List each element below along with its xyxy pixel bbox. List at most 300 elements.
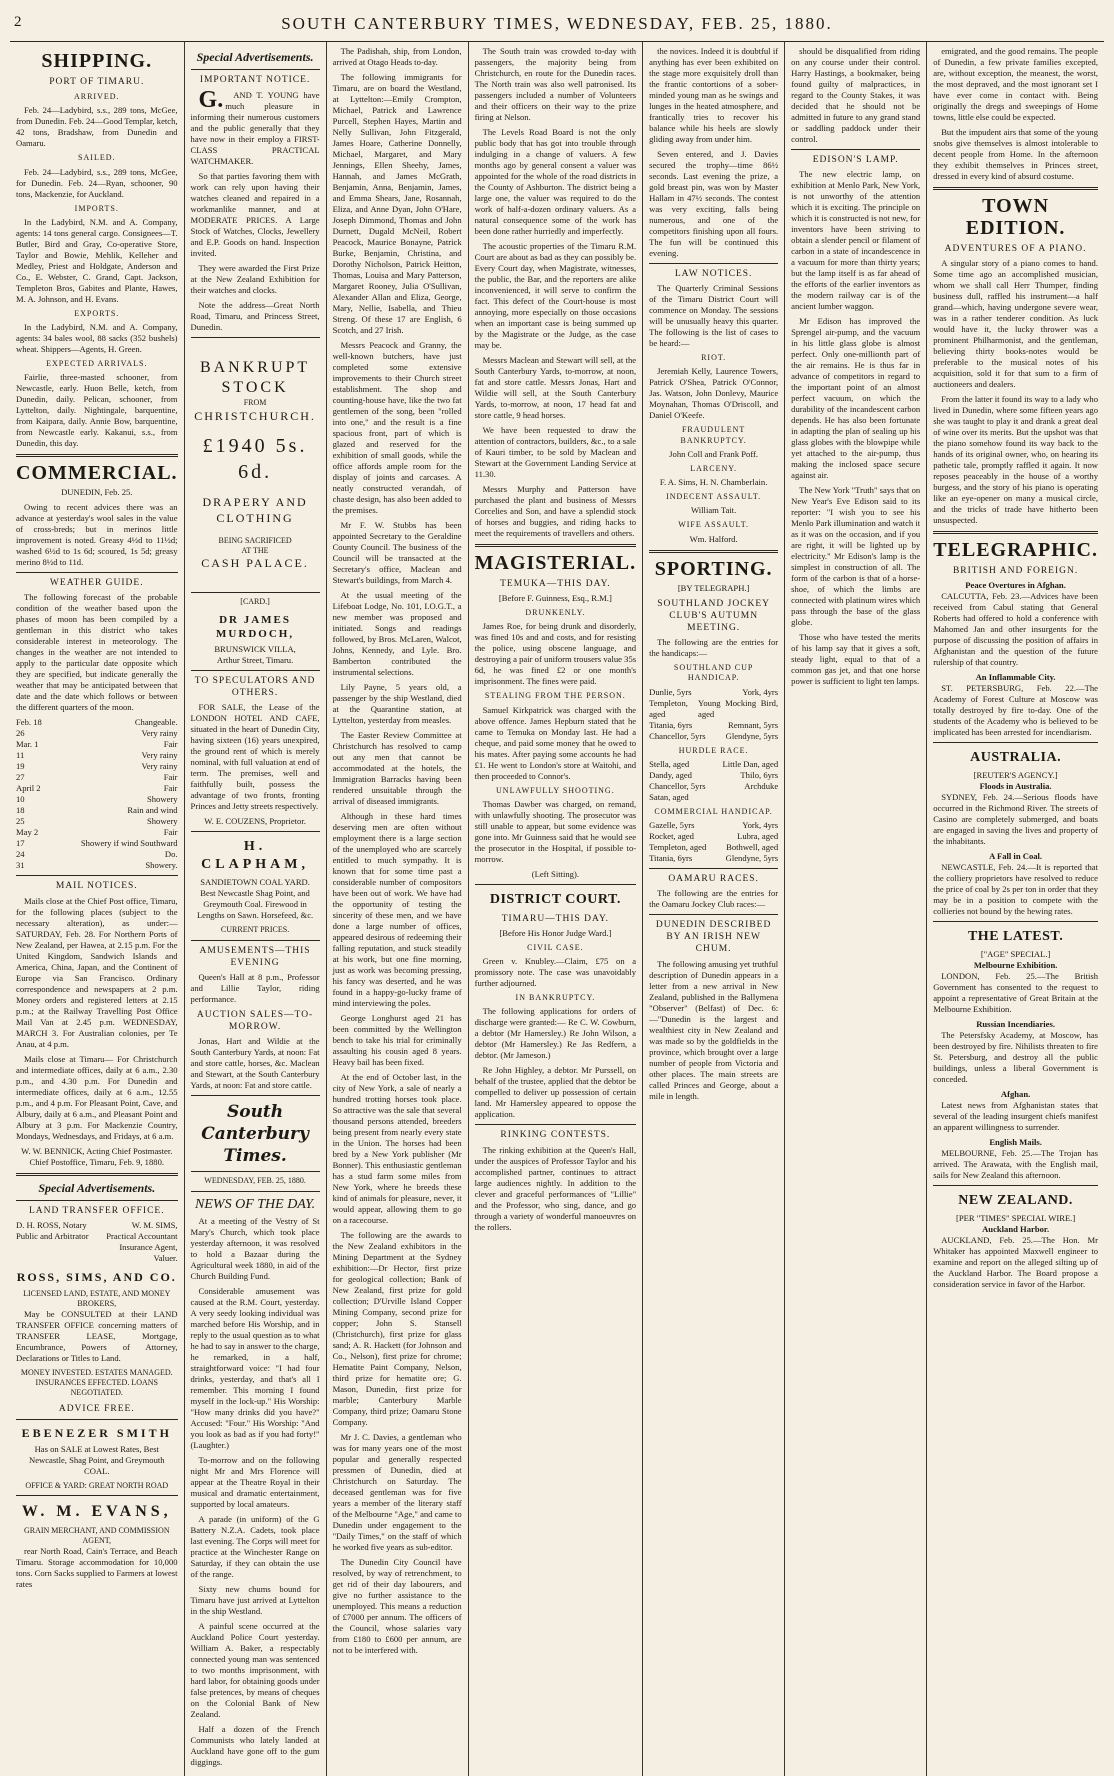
weather-row-right: Changeable. <box>134 717 178 728</box>
col3-p11: The following are the awards to the New Zealand exhibitors in the Mining Department at the Sydney exhibition:—Dr Hector, first prize for geological collection; Bank of New Zealand, first prize for gold collection; D'Urville Island Copper Mining Company, second prize for copper; John S. Stansell (Christchurch), first prize for glass sand; A. R. Hackett (for Johnson and Co., Nelson), first prize for chrome; Hematite Paint Company, Nelson, third prize for hematite ore; G. Mason, Dunedin, first prize for marble; Canterbury Marble Company, third prize; Oamaru Stone Company. <box>332 1230 462 1427</box>
hurdle-entry-row-left: Satan, aged <box>649 791 689 802</box>
col3-p5: At the usual meeting of the Lifeboat Lodge, No. 101, I.O.G.T., a new member was proposed and initiated. Songs and readings followed, by Bros. McLaren, Walcot, Johns, Kennedy, and Lyle. Bro. Bamberton contributed the instrumental selections. <box>332 590 462 677</box>
oamaru-heading: OAMARU RACES. <box>668 873 759 884</box>
divider <box>16 875 178 876</box>
news-3: To-morrow and on the following night Mr and Mrs Florence will appear at the Theatre Royal in their musical and dramatic entertainment, supported by local amateurs. <box>190 1454 320 1509</box>
afghan-heading: Afghan. <box>1000 1089 1031 1100</box>
weather-row-right: Fair <box>163 783 178 794</box>
civil-heading: CIVIL CASE. <box>527 942 584 952</box>
divider <box>933 1185 1098 1186</box>
town-edition-heading: TOWN EDITION. <box>965 195 1066 239</box>
left-sitting: (Left Sitting). <box>531 868 579 879</box>
commercial-date: DUNEDIN, Feb. 25. <box>61 487 133 498</box>
weather-row-right: Showery. <box>145 860 178 871</box>
cup-entry-row <box>649 687 778 698</box>
murdoch-name: DR JAMES MURDOCH, <box>216 614 295 641</box>
edison-3: The New York "Truth" says that on New Year's Eve Edison said to its reporter: "I wish you to see his Menlo Park illumination and watch it as it was on the occasion, and if you are right, it will be lighted up by electricity." Mr Edison's lamp is the simplest in construction of all. The form of the carbon is that of a horse-shoe, of which the limbs are connected with platinum wires which pass through the base of the glass globe. <box>791 485 921 628</box>
mag-7: The rinking exhibition at the Queen's Hall, under the auspices of Professor Taylor and his accomplished partner, continues to attract large audiences nightly. In addition to the clever and graceful performances of "Lillie" and the Professor, who sing, dance, and go through a variety of wonderful manoeuvres on the rollers. <box>474 1144 637 1232</box>
divider <box>933 921 1098 922</box>
ross-name: ROSS, SIMS, AND CO. <box>16 1270 177 1285</box>
weather-row-left: 11 <box>16 750 25 761</box>
telegraphic-heading: TELEGRAPHIC. <box>933 539 1098 562</box>
postmaster: W. W. BENNICK, Acting Chief Postmaster. Chief Postoffice, Timaru, Feb. 9, 1880. <box>21 1145 173 1167</box>
weather-row-right: Do. <box>164 849 178 860</box>
weather-row <box>16 761 178 772</box>
spacer <box>191 572 320 582</box>
temuka-heading: TEMUKA—THIS DAY. <box>500 579 611 589</box>
news-7: Half a dozen of the French Communists who lately landed at Auckland have gone off to the gum diggings. <box>190 1723 320 1767</box>
commercial-text: Owing to recent advices there was an advance at yesterday's wool sales in the value of cross-breds; but in merinos little improvement is noted. Greasy 4½d to 11½d; washed 6½d to 1s 6d; scoured, 1s 5d; greasy merino 8½d to 11d. <box>16 502 178 568</box>
cup-entry-row-left: Templeton, aged <box>649 697 688 719</box>
cup-entry-row-left: Titania, 6yrs <box>649 719 693 730</box>
dunedin-text: The following amusing yet truthful description of Dunedin appears in a letter from a new arrival in New Zealand, published in the Ballymena "Observer" (Belfast) of Dec. 6:—"Dunedin is the largest and wealthiest city in New Zealand and was made so by the goldfields in the province, which brought over a large number of people from Victoria and other places. The main streets are called Princes and George, about a mile in length. <box>649 958 779 1101</box>
fall-text: NEWCASTLE, Feb. 24.—It is reported that the colliery proprietors have resolved to reduce the price of coal by 2s per ton in order that they may be in a position to compete with the collieries not bound by the hewing rates. <box>933 862 1098 917</box>
peace-text: CALCUTTA, Feb. 23.—Advices have been received from Cabul stating that General Roberts had offered to hold a conference with Mahomed Jan and other insurgents for the purpose of discussing the position of affairs in Afghanistan and the question of the future rulership of that country. <box>933 591 1098 668</box>
speculators-sign: W. E. COUZENS, Proprietor. <box>204 816 306 827</box>
col7-p1: emigrated, and the good remains. The people of Dunedin, a few private families excepted, are, without exception, the meanest, the worst, the most depraved, and the most ignorant set I have ever come in contact with. Being originally the dregs and sweepings of Home towns, little else could be expected. <box>933 46 1098 122</box>
rinking-heading: RINKING CONTESTS. <box>500 1130 611 1141</box>
divider <box>16 572 178 573</box>
cup-entry-row <box>649 720 778 731</box>
divider <box>933 531 1098 534</box>
auck-heading: Auckland Harbor. <box>982 1224 1050 1235</box>
inflammable-text: ST. PETERSBURG, Feb. 22.—The Academy of Forest Culture at Moscow was totally destroyed by fire to-day. One of the students of the Academy who is believed to be implicated has been arrested for incendiarism. <box>933 683 1098 738</box>
weather-row-right: Very rainy <box>141 761 178 772</box>
divider <box>933 742 1098 743</box>
nz-heading: NEW ZEALAND. <box>958 1193 1073 1209</box>
divider <box>475 544 636 547</box>
ross-sub: LICENSED LAND, ESTATE, AND MONEY BROKERS, <box>23 1288 171 1308</box>
timaru-heading: TIMARU—THIS DAY. <box>501 913 610 924</box>
commercial-entry-row-right: York, 4yrs <box>742 819 779 830</box>
piano-heading: ADVENTURES OF A PIANO. <box>944 244 1087 254</box>
weather-row <box>16 838 178 849</box>
wife-names: Wm. Halford. <box>689 533 738 544</box>
murdoch-villa: BRUNSWICK VILLA, <box>214 644 296 655</box>
weather-row-left: 26 <box>16 728 25 739</box>
col3-p7: The Easter Review Committee at Christchurch has resolved to camp out any men that cannot be accommodated at the hotels, the Immigration Barracks having been rendered unsuitable through the arrival of diseased immigrants. <box>332 730 462 806</box>
col5-p2: Seven entered, and J. Davies secured the trophy—time 86½ seconds. Last evening the prize, a gold breast pin, was won by Master Hallam in 47½ seconds. The contest was very exciting, falls being numerous, and one of the competitors finishing upon all fours. The fun will be continued this evening. <box>649 149 779 258</box>
current-prices: CURRENT PRICES. <box>220 925 290 935</box>
commercial-entry-row-left: Titania, 6yrs <box>649 852 693 863</box>
weather-row-right: Fair <box>163 739 178 750</box>
russian-heading: Russian Incendiaries. <box>976 1019 1055 1030</box>
commercial-entries <box>649 820 778 864</box>
bankruptcy-heading: IN BANKRUPTCY. <box>515 993 596 1003</box>
news-2: Considerable amusement was caused at the R.M. Court, yesterday. A very seedy looking individual was marched before His Worship, and in reply to the usual question as to what he had to say in answer to the charge, he remarked, in a half, straightforward voice: "I had four drinks, yesterday, and that's all I remember. This morning I found myself in the lock-up." His Worship: "How many drinks did you have?" Accused: "Four." His Worship: "And you look as bad as if you had forty!" (Laughter.) <box>190 1285 320 1450</box>
advice-free: ADVICE FREE. <box>58 1403 135 1414</box>
weather-row <box>16 827 178 838</box>
law-heading: LAW NOTICES. <box>674 269 753 279</box>
hurdle-entry-row-left: Stella, aged <box>649 758 690 769</box>
mail-heading: MAIL NOTICES. <box>55 881 138 892</box>
inflammable-heading: An Inflammable City. <box>975 672 1056 683</box>
bankrupt-title: BANKRUPT STOCK <box>199 358 311 396</box>
melb-text: LONDON, Feb. 25.—The British Government has consented to the request to appoint a representative of Great Britain at the Melbourne Exhibition. <box>933 971 1098 1015</box>
floods-heading: Floods in Australia. <box>979 781 1052 792</box>
weather-heading: WEATHER GUIDE. <box>49 578 144 589</box>
weather-row-right: Showery <box>146 794 178 805</box>
page-number: 2 <box>14 14 24 30</box>
commercial-entry-row-left: Gazelle, 5yrs <box>649 819 695 830</box>
expected-label: EXPECTED ARRIVALS. <box>46 359 148 369</box>
masthead-title: SOUTH CANTERBURY TIMES, WEDNESDAY, FEB. 25, 1880. <box>281 14 833 33</box>
hurdle-entry-row-left: Dandy, aged <box>649 769 692 780</box>
weather-row-left: Feb. 18 <box>16 717 42 728</box>
ross-money: MONEY INVESTED. ESTATES MANAGED. INSURANCES EFFECTED. LOANS NEGOTIATED. <box>20 1367 173 1398</box>
news-heading: NEWS OF THE DAY. <box>195 1196 316 1212</box>
hurdle-entry-row <box>649 781 778 792</box>
melb-heading: Melbourne Exhibition. <box>973 960 1058 971</box>
sailed-text: Feb. 24—Ladybird, s.s., 289 tons, McGee, for Dunedin. Feb. 24—Ryan, schooner, 90 tons, Mackenzie, for Auckland. <box>16 166 178 199</box>
young-address: Note the address—Great North Road, Timaru, and Princess Street, Dunedin. <box>190 299 320 332</box>
latest-heading: THE LATEST. <box>967 929 1064 945</box>
column-2 <box>185 42 327 1776</box>
col4-p3: The acoustic properties of the Timaru R.M. Court are about as bad as they can possibly be. Every Court day, when Magistrate, witnesses, the public, the Bar, and the reporters are alike inconvenienced, it will serve to confirm the fact. This defect of the Court-house is most annoying, more especially on those occasions when an important case is being summed up by the Magistrate or the Judge, as the case may be. <box>474 241 637 350</box>
ross-text: May be CONSULTED at their LAND TRANSFER OFFICE concerning matters of TRANSFER LEASE, Mortgage, Encumbrance, Powers of Attorney, Declarations or Titles to Land. <box>16 1308 178 1363</box>
weather-row-right: Fair <box>163 772 178 783</box>
weather-row <box>16 717 178 728</box>
indecent-names: William Tait. <box>691 505 737 516</box>
spacer <box>191 348 320 358</box>
unlawful-heading: UNLAWFULLY SHOOTING. <box>496 785 615 795</box>
col5-p1: the novices. Indeed it is doubtful if anything has ever been exhibited on the stage more exquisitely droll than the frantic contortions of a sober-minded young man as he swings and lunges in the heated atmosphere, and frantically tries to recover his balance while his heels are slowly gliding away from under him. <box>649 46 779 144</box>
weather-row <box>16 816 178 827</box>
clapham-yard: SANDIETOWN COAL YARD. <box>200 877 310 888</box>
col3-p4: Mr F. W. Stubbs has been appointed Secretary to the Geraldine County Council. The business of the Council will be transacted at the Secretary's office, Maclean and Stewart's buildings, from March 4. <box>332 520 462 585</box>
weather-row-left: 25 <box>16 816 25 827</box>
district-heading: DISTRICT COURT. <box>489 891 621 907</box>
land-office: LAND TRANSFER OFFICE. <box>28 1206 165 1216</box>
column-6 <box>785 42 927 1776</box>
weather-row-right: Very rainy <box>141 728 178 739</box>
smith-address: OFFICE & YARD: GREAT NORTH ROAD <box>25 1481 169 1491</box>
commercial-entry-row <box>649 831 778 842</box>
hurdle-entries <box>649 759 778 803</box>
column-7 <box>927 42 1104 1776</box>
divider <box>791 149 920 150</box>
columns <box>10 42 1104 1767</box>
weather-row-right: Showery <box>146 816 178 827</box>
column-5 <box>643 42 785 1776</box>
dropcap-g: G. <box>198 86 224 113</box>
weather-row-right: Rain and wind <box>127 805 178 816</box>
col4-p5: We have been requested to draw the attention of contractors, builders, &c., to a sale of Kauri timber, to be sold by Maclean and Stewart at the Government Landing Service at 11.30. <box>474 425 637 479</box>
spacer <box>191 485 320 495</box>
col3-p6: Lily Payne, 5 years old, a passenger by the ship Westland, died at the Quarantine station, at Lyttelton, yesterday from measles. <box>332 682 462 725</box>
weather-row-left: Mar. 1 <box>16 739 39 750</box>
imports-label: IMPORTS. <box>74 203 119 213</box>
col4-p4: Messrs Maclean and Stewart will sell, at the South Canterbury Yards, to-morrow, at noon, fat and store cattle. Messrs Jonas, Hart and Wildie will sell, at the South Canterbury Yards, to-morrow, at noon, 17 head fat and store cattle, 9 head horses. <box>474 355 637 420</box>
by-telegraph: [BY TELEGRAPH.] <box>677 582 750 593</box>
col6-p1: should be disqualified from riding on any course under their control. Harry Hastings, a bookmaker, being found guilty of malpractices, in regard to the County Stakes, it was decided that he should not be admitted in future to any grand stand or saddling paddock under their control. <box>791 46 921 144</box>
cup-entry-row <box>649 698 778 720</box>
column-1 <box>10 42 185 1776</box>
mail-text: Mails close at the Chief Post office, Timaru, for the following places (subject to the necessary alteration), as under:— SATURDAY, Feb. 28. For Northern Ports of New Zealand, per Hawea, at 2.15 p.m. For the United Kingdom, Sandwich Islands and America, China, Japan, and the Continent of Europe via San Francisco. Ordinary correspondence and newspapers at 2 p.m. Money orders and registered letters at 2.15 p.m.; at the Railway Travelling Post Office Mail Van at 2.45 p.m. WEDNESDAY, MARCH 3. For Australian colonies, per Te Anau, at 4 p.m. <box>16 895 178 1049</box>
bankrupt-at: AT THE <box>241 546 269 556</box>
weather-row-left: 24 <box>16 849 25 860</box>
evans-name: W. M. EVANS, <box>21 1503 172 1521</box>
col4-p2: The Levels Road Board is not the only public body that has got into trouble through indulging in a change of valuers. A few months ago by general consent a valuer was appointed for the whole of the road districts in the County of Ashburton. The district being a large one, the valuer was required to do the work of half-a-dozen ordinary valuers. As a natural consequence some of the work has been done rather hurriedly and imperfectly. <box>474 127 637 236</box>
commercial-entry-row-right: Lubra, aged <box>737 830 779 841</box>
divider <box>191 670 320 671</box>
divider <box>16 454 178 457</box>
divider <box>649 868 778 869</box>
amusements-heading: AMUSEMENTS—THIS EVENING <box>199 945 311 968</box>
shipping-heading: SHIPPING. <box>41 50 153 72</box>
weather-row-left: 19 <box>16 761 25 772</box>
russian-text: The Petersfsky Academy, at Moscow, has been destroyed by fire. Nihilists threaten to fire St. Petersburg, and destroy all the public buildings, unless a liberal Government is conceded. <box>933 1030 1098 1085</box>
weather-row-left: 27 <box>16 772 25 783</box>
important-notice: IMPORTANT NOTICE. <box>199 75 311 86</box>
wife-heading: WIFE ASSAULT. <box>678 520 750 530</box>
fraud-names: John Coll and Frank Poff. <box>669 448 759 459</box>
news-6: A painful scene occurred at the Auckland Police Court yesterday. William A. Baker, a respectably connected young man was sentenced to two months imprisonment, with hard labor, for obtaining goods under false pretences, by means of cheques on the Colonial Bank of New Zealand. <box>190 1620 320 1719</box>
weather-row <box>16 772 178 783</box>
magisterial-heading: MAGISTERIAL. <box>474 552 637 574</box>
cup-entry-row-right: Remnant, 5yrs <box>728 719 779 730</box>
hurdle-entry-row-left: Chancellor, 5yrs <box>649 780 706 791</box>
drunk-heading: DRUNKENLY. <box>525 608 586 618</box>
edison-1: The new electric lamp, on exhibition at Menlo Park, New York, is not unworthy of the attention which it is exciting. The principle on which it is constructed is not new, for inventors have been striving to obtain a slender pencil or filament of carbon in a state of incandescence in a vacuum for more than thirty years; but the lamp itself is as far ahead of the efforts of the earlier inventors as the modern railway car is of the ancient lumber waggon. <box>791 169 921 312</box>
bankrupt-amount: £1940 5s. 6d. <box>202 435 308 483</box>
column-3 <box>327 42 469 1776</box>
peace-heading: Peace Overtures in Afghan. <box>965 580 1066 591</box>
spacer <box>191 424 320 434</box>
smith-name: EBENEZER SMITH <box>21 1425 172 1440</box>
hurdle-heading: HURDLE RACE. <box>678 745 749 755</box>
dunedin-heading: DUNEDIN DESCRIBED BY AN IRISH NEW CHUM. <box>655 920 772 955</box>
exports-text: In the Ladybird, N.M. and A. Company, agents: 34 bales wool, 88 sacks (352 bushels) wheat. Shippers—Agents, H. Green. <box>16 322 178 355</box>
arrived-label: ARRIVED. <box>73 92 120 102</box>
news-5: Sixty new chums bound for Timaru have just arrived at Lyttelton in the ship Westland. <box>190 1583 320 1616</box>
young-text-2: So that parties favoring them with work can rely upon having their watches cleaned and repaired in a workmanlike manner, and at MODERATE PRICES. A Large Stock of Watches, Clocks, Jewellery and E.P. Goods on hand. Inspection invited. <box>190 170 320 258</box>
weather-row-left: 17 <box>16 838 25 849</box>
speculators-text: FOR SALE, the Lease of the LONDON HOTEL AND CAFE, situated in the heart of Dunedin City, having sixteen (16) years unexpired, the ground rent of which is merely nominal, with full valuation at end of term. The premises, well and faithfully built, possess the advantage of two fronts, fronting Princes and Jetty streets respectively. <box>190 702 320 812</box>
mail-text-2: Mails close at Timaru— For Christchurch and intermediate offices, daily at 6 a.m., 2.30 p.m., and 4.30 p.m. For Dunedin and intermediate offices, daily at 6 a.m., 12.55 p.m., and 4 p.m. For Pleasant Point, Cave, and Albury, daily at 6 a.m., and Pleasant Point and Albury at 3 p.m. For Mackenzie Country, Mondays, Wednesdays, and Fridays, at 6 a.m. <box>16 1053 178 1141</box>
divider <box>191 1095 320 1096</box>
clapham-text: Best Newcastle Shag Point, and Greymouth Coal. Firewood in Lengths on Sawn. Horsefeed, &c. <box>196 888 314 921</box>
hurdle-entry-row <box>649 759 778 770</box>
divider <box>191 1191 320 1192</box>
edison-heading: EDISON'S LAMP. <box>812 155 899 165</box>
mag-6: Re John Highley, a debtor. Mr Purssell, on behalf of the trustee, applied that the debtor be compelled to deliver up possession of certain land. Mr Hamersley appeared to oppose the application. <box>474 1065 637 1120</box>
col3-p3: Messrs Peacock and Granny, the well-known butchers, have just completed some extensive improvements to their Church street establishment. The shop and counting-house have, like the two fat gentlemen of the song, been "rolled into one," and the result is a fine spacious front, part of which is glazed and reserved for the exhibition of small goods, while the office affords ample room for the display of joints and carcases. A neatly constructed verandah, of chaste design, has also been added to the premises. <box>332 340 462 515</box>
fall-heading: A Fall in Coal. <box>989 851 1043 862</box>
hurdle-entry-row-right: Little Dan, aged <box>722 758 779 769</box>
divider <box>649 550 778 553</box>
sporting-heading: SPORTING. <box>654 557 773 580</box>
divider <box>16 1200 178 1201</box>
young-text <box>190 86 320 167</box>
weather-row <box>16 849 178 860</box>
divider <box>475 884 636 885</box>
hurdle-entry-row <box>649 792 778 803</box>
cup-entry-row-right: York, 4yrs <box>742 686 779 697</box>
cup-entry-row-left: Chancellor, 5yrs <box>649 730 706 741</box>
col4-p6: Messrs Murphy and Patterson have purchased the plant and business of Messrs Corcelies and Son, and have a splendid stock of horses and buggies, and riding hacks to meet the requirements of travellers and others. <box>474 484 637 538</box>
col3-p9: George Longhurst aged 21 has been committed by the Wellington bench to take his trial for criminally assaulting his cousin aged 8 years. Heavy bail has been fixed. <box>332 1013 462 1067</box>
before-line: [Before F. Guinness, Esq., R.M.] <box>498 593 612 604</box>
col3-p12: Mr J. C. Davies, a gentleman who was for many years one of the most popular and generally respected pressmen of Dunedin, died at Christchurch on Saturday. The deceased gentleman was for five years a member of the literary staff of the Melbourne "Age," and came to Dunedin under engagement to the "Daily Times," on the staff of which he worked five years as sub-editor. <box>332 1432 462 1552</box>
smith-text: Has on SALE at Lowest Rates, Best Newcastle, Shag Point, and Greymouth COAL. <box>28 1444 165 1477</box>
special-ads-heading-2: Special Advertisements. <box>196 50 314 64</box>
divider <box>649 914 778 915</box>
weather-text: The following forecast of the probable condition of the weather based upon the phases of moon has been compiled by a gentleman in this district who takes considerable interest in meteorology. The changes in the weather are not intended to apply to the particular date opposite which they are specified, but indicate generally the weather that may be anticipated between that date and the date which follows or between the different quarters of the moon. <box>16 592 178 713</box>
age-special: ["AGE" SPECIAL.] <box>980 949 1051 960</box>
arrived-text: Feb. 24—Ladybird, s.s., 289 tons, McGee, from Dunedin. Feb. 24—Good Templar, ketch, 42 tons, Bradshaw, from Dunedin and Oamaru. <box>16 105 178 149</box>
hurdle-entry-row-right: Archduke <box>744 780 779 791</box>
spacer <box>191 526 320 536</box>
commercial-entry-row-right: Glendyne, 5yrs <box>725 852 779 863</box>
divider <box>16 1419 178 1420</box>
edison-2: Mr Edison has improved the Sprengel air-pump, and the vacuum in his little glass globe is almost perfect. Only one-millionth part of the air remains. He is thus far in advance of competitors in regard to the important point of an almost perfect vacuum, on which the durability of the incandescent carbon depends. He has also been fortunate in adapting the plan of sealing up his glass globes with the blowpipe while yet attached to the air-pump, thus making the inclosed space secure against air. <box>791 316 921 481</box>
ross-left: D. H. ROSS, Notary Public and Arbitrator <box>16 1220 89 1242</box>
port-heading: PORT OF TIMARU. <box>49 77 145 87</box>
paper-title: South Canterbury Times. <box>201 1102 309 1166</box>
riot-names: Jeremiah Kelly, Laurence Towers, Patrick O'Shea, Patrick O'Connor, Jas. Watson, John Donlevy, Maurice Moynahan, Thomas O'Driscoll, and Daniel O'Keefe. <box>649 366 779 421</box>
murdoch-street: Arthur Street, Timaru. <box>216 655 294 666</box>
weather-row <box>16 794 178 805</box>
special-ads-heading: Special Advertisements. <box>38 1180 156 1195</box>
weather-row-right: Showery if wind Southward <box>80 838 178 849</box>
afghan-text: Latest news from Afghanistan states that several of the leading insurgent chiefs manifest an apparent willingness to surrender. <box>933 1100 1098 1133</box>
col3-p8: Although in these hard times deserving men are often without employment there is a large section of the unemployed who are scarcely entitled to much sympathy. It is known that for some time past a considerable number of compositors have been out of work. We have had the opportunity of testing the sincerity of these men, and we have done a large number of offices, appeared desirous of redeeming their falling reputation, and stuck steadily at his work, but one fine morning, just as work was becoming pressing, his fancy was deserted, and he was found in a happy-go-lucky frame of mind interviewing the poles. <box>332 811 462 1008</box>
cup-heading: SOUTHLAND CUP HANDICAP. <box>673 663 754 683</box>
weather-row <box>16 805 178 816</box>
commercial-entry-row <box>649 842 778 853</box>
cup-entry-row <box>649 731 778 742</box>
larceny-heading: LARCENY. <box>690 463 737 473</box>
weather-row-left: 10 <box>16 794 25 805</box>
british-heading: BRITISH AND FOREIGN. <box>952 566 1079 577</box>
col3-p10: At the end of October last, in the city of New York, a sale of nearly a hundred trotting horses took place. So attractive was the sale that several thousand persons attended, breeders being present from nearly every state in the Union. The horses had been bred by a New York publisher (Mr Bonner). This enthusiastic gentleman has a stud farm some miles from New York, where he breeds these kind of animals for pleasure, never, it would appear, allowing them to go on a racecourse. <box>332 1072 462 1225</box>
sailed-label: SAILED. <box>78 153 116 163</box>
imports-text: In the Ladybird, N.M. and A. Company, agents: 14 tons general cargo. Consignees—T. Butler, Bird and Gray, Co-operative Store, Taylor and Bowie, Mehlik, Kelleher and Medley, Priest and Holdgate, Anderson and Co., E. Webster, C. Grand, Capt. Jackson, Templeton Bros, Gabites and Plante, Hawes, M. A. Johnson, and H. Evans. <box>16 216 178 304</box>
divider <box>191 940 320 941</box>
weather-row <box>16 860 178 871</box>
commercial-heading: COMMERCIAL. <box>16 462 178 485</box>
reuter: [REUTER'S AGENCY.] <box>973 770 1058 781</box>
col7-p2: But the impudent airs that some of the young snobs give themselves is almost intolerable to decent people from Home. In the afternoon they exhibit themselves in Princes street, dressed in every kind of absurd costume. <box>933 127 1098 181</box>
bankrupt-sacrificed: BEING SACRIFICED <box>218 535 292 545</box>
commercial-handicap-heading: COMMERCIAL HANDICAP. <box>654 806 773 816</box>
divider <box>475 1124 636 1125</box>
cup-entry-row-right: Glendyne, 5yrs <box>725 730 779 741</box>
expected-text: Fairlie, three-masted schooner, from Newcastle, early. Huon Belle, ketch, from Dunedin, daily. Pelican, schooner, from Lyttelton, daily. Nightingale, barquentine, from Kaipara, daily. Annie Bow, barquentine, from Newcastle early. Kakanui, s.s., from Dunedin, this day. <box>16 372 178 449</box>
col4-p1: The South train was crowded to-day with passengers, the majority being from Christchurch, en route for the Dunedin races. The North train was also well patronised. Its passengers included a number of Volunteers and their officers on their way to the prize firing at Nelson. <box>474 46 637 122</box>
column-4 <box>469 42 643 1776</box>
weather-row-left: 18 <box>16 805 25 816</box>
floods-text: SYDNEY, Feb. 24.—Serious floods have occurred in the Richmond River. The streets of Casino are completely submerged, and boats are engaged in saving the lives and property of the inhabitants. <box>933 792 1098 847</box>
edison-4: Those who have tested the merits of his lamp say that it gives a soft, steady light, equal to that of a common gas jet, and that one horse power is sufficient to light ten lamps. <box>791 632 921 687</box>
amusements-text: Queen's Hall at 8 p.m., Professor and Lillie Taylor, riding performance. <box>190 971 320 1004</box>
divider <box>191 592 320 593</box>
exports-label: EXPORTS. <box>74 308 120 318</box>
riot-heading: RIOT. <box>701 353 727 363</box>
indecent-heading: INDECENT ASSAULT. <box>666 492 762 502</box>
mails-heading: English Mails. <box>989 1137 1042 1148</box>
divider <box>933 187 1098 190</box>
divider <box>191 337 320 338</box>
col3-p1: The Padishah, ship, from London, arrived at Otago Heads to-day. <box>332 46 462 67</box>
bankrupt-palace: CASH PALACE. <box>201 556 309 571</box>
mag-5: The following applications for orders of discharge were granted:— Re C. W. Cowburn, a debtor (Mr Hamersley.) Re John Wilson, a debtor (Mr Hamersley.) Re Jas Redfern, a debtor. (Mr Jameson.) <box>474 1006 637 1061</box>
hurdle-entry-row <box>649 770 778 781</box>
hurdle-entry-row-right: Thilo, 6yrs <box>740 769 779 780</box>
divider <box>191 69 320 70</box>
cup-entry-row-left: Dunlie, 5yrs <box>649 686 692 697</box>
larceny-names: F. A. Sims, H. N. Chamberlain. <box>659 477 768 488</box>
masthead <box>10 8 1104 42</box>
law-text: The Quarterly Criminal Sessions of the Timaru District Court will commence on Monday. The sessions will be unusually heavy this quarter. The following is the list of cases to be heard:— <box>649 283 779 349</box>
divider <box>191 1171 320 1172</box>
autumn-text: The following are the entries for the handicaps:— <box>649 637 779 659</box>
col3-p2: The following immigrants for Timaru, are on board the Westland, at Lyttelton:—Emily Crompton, Michael, Patrick and Lawrence Purcell, Stephen Hayes, Martin and Nelly Sullivan, John Fitzgerald, James Hoare, Catherine Donnelly, Michael, Margaret, and Mary Jennings, Ellen Sheehy, James, Hannah, and James McGrath, Benjamin, Anna, Benjamin, James, and Emma Shears, Jane, Rosannah, Eliza, and Anne Dyan, John O'Hare, Joseph Dimmond, Thomas and John Durnett, Dugald McNeil, Robert Peacock, Maurice Bonayne, Patrick Burke, Benjamin, Christina, and Dorothy Nicholson, Patrick Heitton, Thomas, Louisa and Mary Patterson, Margaret Rooney, Julia O'Sullivan, Alexander Allan and Eliza, George, Mary, Nellie, Isabella, and Thieu Streng. Of these 17 are English, 6 Scotch, and 27 Irish. <box>332 72 462 335</box>
mag-2: Samuel Kirkpatrick was charged with the above offence. James Hepburn stated that he came to Temuka on Monday last. He had a cheque, and paid some money that he owed to his mates. After paying some accounts he had £1. He went to London's store at Waitohi, and then proceeded to Connor's. <box>474 704 637 781</box>
weather-row-left: May 2 <box>16 827 39 838</box>
weather-row <box>16 739 178 750</box>
commercial-entry-row-right: Bothwell, aged <box>726 841 779 852</box>
news-1: At a meeting of the Vestry of St Mary's Church, which took place yesterday afternoon, it was resolved to hold a Bazaar during the Agricultural week 1880, in aid of the Church Building Fund. <box>190 1215 320 1281</box>
evans-text: rear North Road, Cain's Terrace, and Beach Timaru. Storage accommodation for 10,000 tons. Corn Sacks supplied to Farmers at lowest rates <box>16 1546 178 1590</box>
auction-text: Jonas, Hart and Wildie at the South Canterbury Yards, at noon: Fat and store cattle, horses, &c. Maclean and Stewart, at the South Canterbury Yards, at noon: Fat and store cattle. <box>190 1036 320 1091</box>
autumn-heading: SOUTHLAND JOCKEY CLUB'S AUTUMN MEETING. <box>657 598 771 633</box>
mag-1: James Roe, for being drunk and disorderly, was fined 10s and and costs, and for resisting the police, using obscene language, and destroying a pair of uniform trousers value 35s 6d, he was fined £2 or one month's imprisonment. The fines were paid. <box>474 621 637 687</box>
australia-heading: AUSTRALIA. <box>970 750 1062 766</box>
bankrupt-drapery: DRAPERY AND CLOTHING <box>202 495 308 525</box>
young-body: AND T. YOUNG have much pleasure in informing their numerous customers and the public generally that they have now in their employ a FIRST-CLASS PRACTICAL WATCHMAKER. <box>190 89 320 166</box>
mag-3: Thomas Dawber was charged, on remand, with unlawfully shooting. The prosecutor was still unable to appear, but some evidence was gone into. Mr Guinness said that he would see the prosecutor in the Hospital, if possible to-morrow. <box>474 798 637 864</box>
piano-2: From the latter it found its way to a lady who lived in Dunedin, where some fifteen years ago she was taught to play it and drank a great deal of wine over its merits. But the upshot was that the piano somehow found its way back to the hands of its original owner, who, on hearing its pathetic tale, promptly raffled it again. It now reposes peaceably in the house of a worthy burgess, and the story of his piano is operating like an eye-opener on many a musical circle, and the tricks of trade have hitherto been unsuspected. <box>933 394 1098 526</box>
bankrupt-ad <box>191 342 320 588</box>
weather-row <box>16 728 178 739</box>
cup-entry-row-right: Young Mocking Bird, aged <box>698 697 779 719</box>
weather-table <box>16 717 178 871</box>
before-judge: [Before His Honor Judge Ward.] <box>499 927 612 938</box>
weather-row-right: Fair <box>163 827 178 838</box>
cup-entries <box>649 687 778 742</box>
auck-text: AUCKLAND, Feb. 25.—The Hon. Mr Whitaker has appointed Maxwell engineer to examine and report on the alleged silting up of the Auckland Harbor. The Board propose a consideration service in favor of the Harbor. <box>933 1235 1098 1290</box>
oamaru-text: The following are the entries for the Oamaru Jockey Club races:— <box>649 888 779 910</box>
stealing-heading: STEALING FROM THE PERSON. <box>484 691 626 701</box>
divider <box>16 1173 178 1176</box>
commercial-entry-row-left: Rocket, aged <box>649 830 694 841</box>
commercial-entry-row <box>649 820 778 831</box>
times-special: [PER "TIMES" SPECIAL WIRE.] <box>955 1213 1076 1224</box>
paper-date: WEDNESDAY, FEB. 25, 1880. <box>204 1176 306 1186</box>
commercial-entry-row <box>649 853 778 864</box>
piano-1: A singular story of a piano comes to hand. Some time ago an accomplished musician, whom we shall call Herr Thumper, finding business dull, raffled his instrument—a half grand—which, having undergone severe wear, was in a rather tenderer condition. As luck would have it, the lucky thrower was a prominent Philharmonist, and the gentleman, believing thirty books-notes would be preferable to the musical notes of his acquisition, sold it for that sum to a firm of auctioneers and dealers. <box>933 258 1098 390</box>
young-text-3: They were awarded the First Prize at the New Zealand Exhibition for their watches and clocks. <box>190 262 320 295</box>
col3-p13: The Dunedin City Council have resolved, by way of retrenchment, to get rid of their day labourers, and give no further assistance to the unemployed. This means a reduction of £7000 per annum. The officers of the Council, whose salaries vary from £180 to £600 per annum, are not to be interfered with. <box>332 1557 462 1655</box>
mails-text: MELBOURNE, Feb. 25.—The Trojan has arrived. The Arawata, with the English mail, sails for New Zealand this afternoon. <box>933 1148 1098 1181</box>
weather-row-right: Very rainy <box>141 750 178 761</box>
auction-heading: AUCTION SALES—TO-MORROW. <box>196 1009 314 1032</box>
clapham-name: H. CLAPHAM, <box>201 839 309 873</box>
divider <box>16 1495 178 1496</box>
bankrupt-from: FROM <box>243 398 267 408</box>
card-label: [CARD.] <box>240 596 270 606</box>
weather-row-left: April 2 <box>16 783 41 794</box>
speculators-heading: TO SPECULATORS AND OTHERS. <box>194 676 316 699</box>
weather-row-left: 31 <box>16 860 25 871</box>
fraud-heading: FRAUDULENT BANKRUPTCY. <box>680 425 747 445</box>
divider <box>649 263 778 264</box>
weather-row <box>16 783 178 794</box>
bankrupt-city: CHRISTCHURCH. <box>194 408 316 423</box>
commercial-entry-row-left: Templeton, aged <box>649 841 707 852</box>
